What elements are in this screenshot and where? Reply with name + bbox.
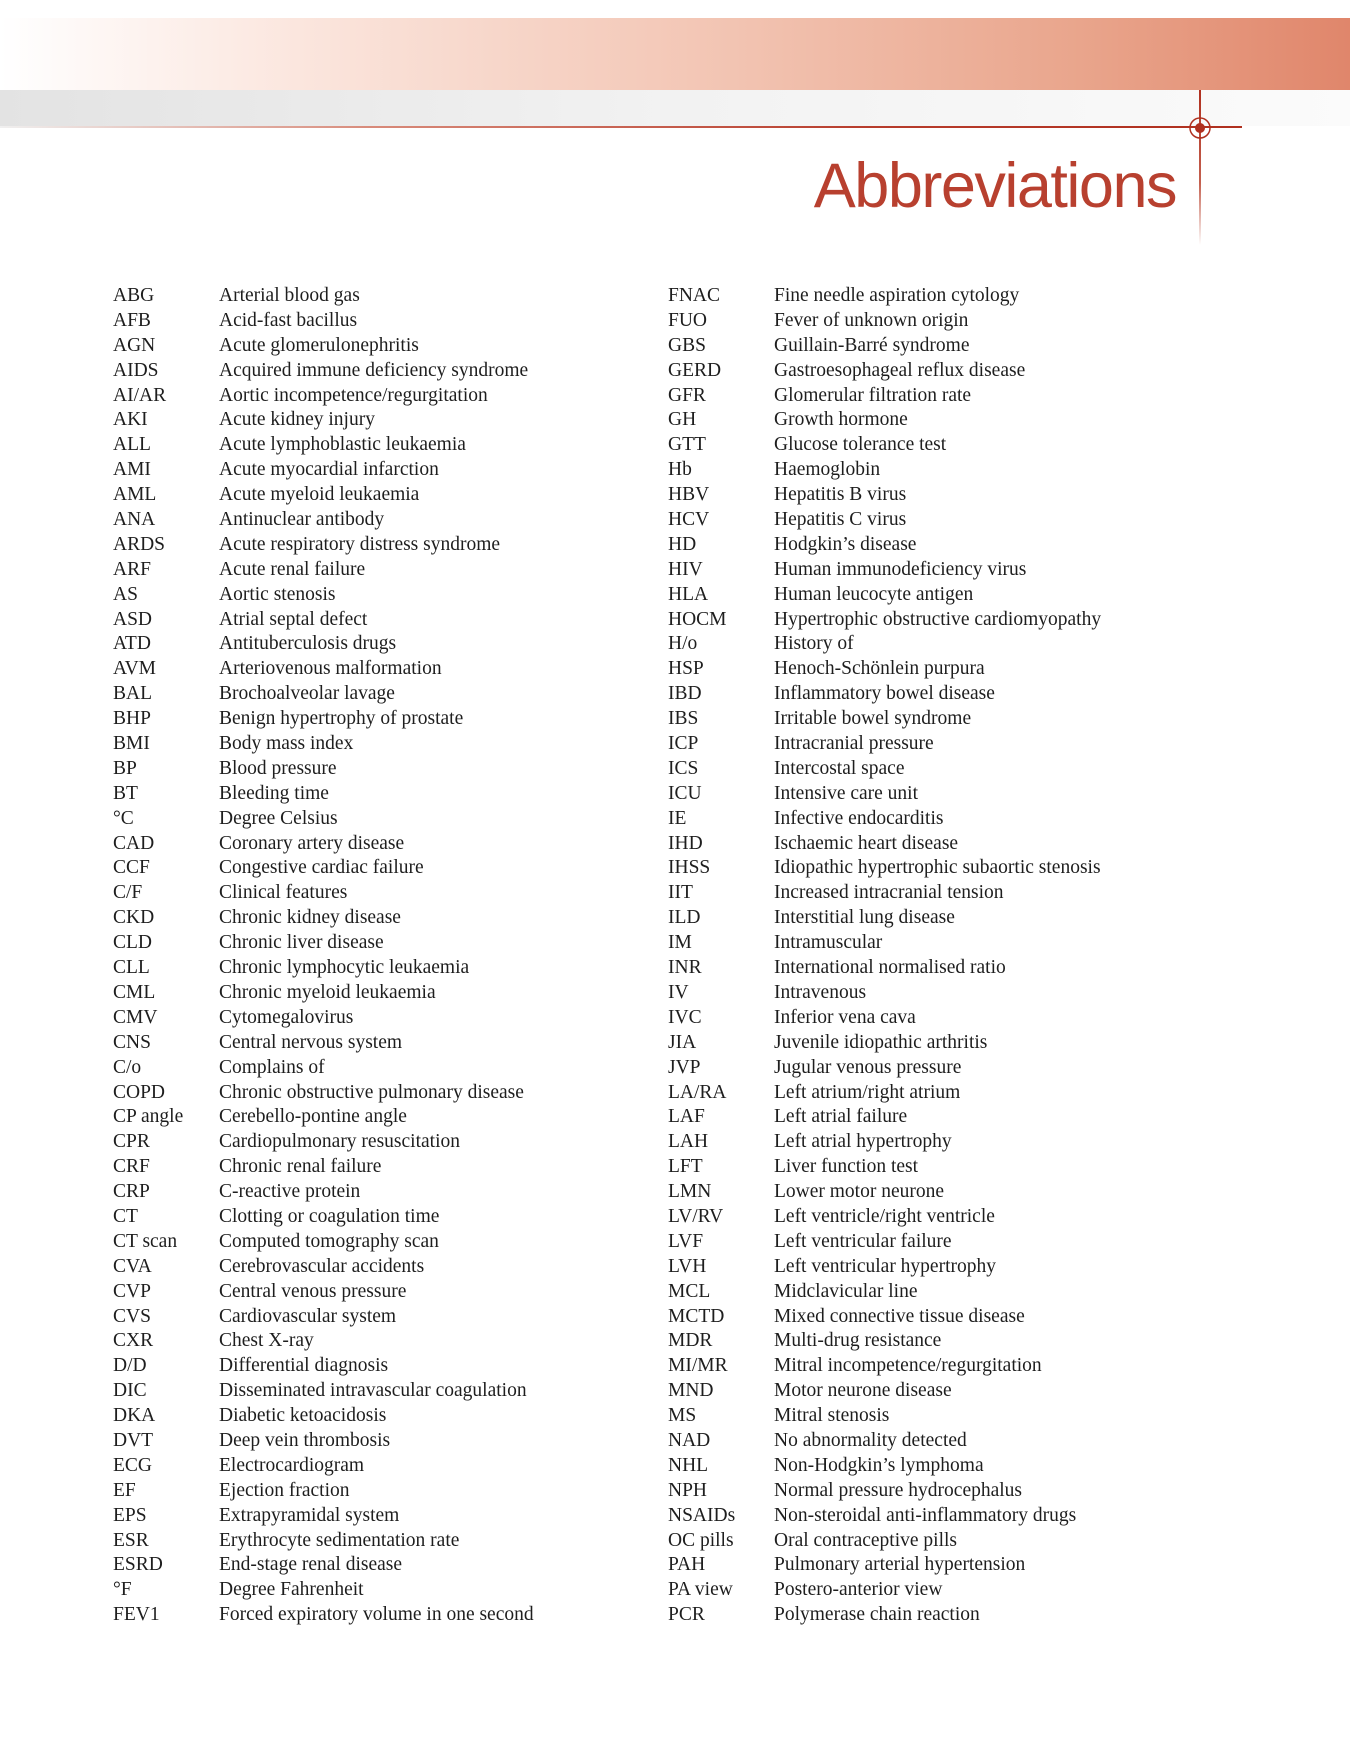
abbreviation-term: BMI (113, 733, 150, 755)
abbreviation-definition: Cytomegalovirus (219, 1006, 354, 1028)
abbreviation-definition: Idiopathic hypertrophic subaortic stenosis (774, 857, 1101, 879)
abbreviation-definition: End-stage renal disease (219, 1554, 403, 1576)
abbreviation-definition: Left ventricle/right ventricle (774, 1205, 995, 1227)
abbreviation-definition: Antituberculosis drugs (219, 633, 397, 655)
abbreviation-term: FNAC (668, 285, 721, 306)
abbreviation-term: BAL (113, 683, 152, 705)
abbreviation-definition: Chest X-ray (219, 1330, 314, 1352)
abbreviation-definition: Blood pressure (219, 757, 337, 779)
abbreviation-definition: Non-steroidal anti-inflammatory drugs (774, 1504, 1077, 1526)
abbreviation-term: ESRD (113, 1554, 163, 1576)
abbreviation-term: CML (113, 981, 156, 1003)
abbreviation-term: FUO (668, 309, 708, 331)
abbreviation-definition: Electrocardiogram (219, 1454, 365, 1476)
abbreviation-definition: Motor neurone disease (774, 1380, 952, 1402)
abbreviation-term: EF (113, 1479, 136, 1501)
abbreviation-term: D/D (113, 1355, 147, 1377)
abbreviation-definition: Congestive cardiac failure (219, 857, 424, 879)
abbreviation-term: LAH (668, 1131, 709, 1153)
abbreviation-term: AIDS (113, 359, 159, 381)
abbreviation-term: CVS (113, 1305, 151, 1327)
abbreviation-term: ESR (113, 1529, 149, 1551)
abbreviation-definition: Fine needle aspiration cytology (774, 285, 1020, 306)
abbreviation-term: C/F (113, 882, 143, 904)
abbreviation-definition: Hepatitis B virus (774, 484, 907, 506)
abbreviation-definition: Acute myocardial infarction (219, 459, 439, 481)
abbreviation-term: ARDS (113, 533, 166, 555)
abbreviation-term: LAF (668, 1106, 705, 1128)
abbreviation-definition: Intramuscular (774, 932, 883, 954)
abbreviation-definition: Infective endocarditis (774, 807, 944, 829)
abbreviation-term: ICS (668, 757, 699, 779)
abbreviation-definition: Acute myeloid leukaemia (219, 484, 420, 506)
abbreviation-term: ASD (113, 608, 153, 630)
abbreviation-term: °F (113, 1579, 132, 1601)
abbreviation-definition: Left ventricular hypertrophy (774, 1255, 996, 1277)
abbreviation-term: LMN (668, 1181, 712, 1203)
abbreviation-term: ICP (668, 733, 699, 755)
abbreviation-definition: Central venous pressure (219, 1280, 407, 1302)
abbreviation-definition: Aortic incompetence/regurgitation (219, 384, 488, 406)
abbreviation-definition: Mitral stenosis (774, 1405, 890, 1427)
abbreviation-definition: Clotting or coagulation time (219, 1205, 440, 1227)
abbreviation-term: NHL (668, 1454, 709, 1476)
abbreviation-definition: Acute kidney injury (219, 409, 375, 431)
abbreviation-definition: Interstitial lung disease (774, 907, 955, 929)
abbreviation-term: LVH (668, 1255, 707, 1277)
abbreviation-definition: Irritable bowel syndrome (774, 708, 972, 730)
abbreviation-term: CT scan (113, 1230, 178, 1252)
abbreviation-term: INR (668, 957, 702, 979)
abbreviation-definition: Forced expiratory volume in one second (219, 1604, 534, 1626)
abbreviation-definition: International normalised ratio (774, 957, 1006, 979)
abbreviation-term: GBS (668, 334, 706, 356)
abbreviation-term: H/o (668, 633, 698, 655)
abbreviation-term: CLD (113, 932, 152, 954)
abbreviation-definition: Clinical features (219, 882, 348, 904)
abbreviation-term: ICU (668, 782, 702, 804)
abbreviation-term: MDR (668, 1330, 713, 1352)
abbreviation-term: IE (668, 807, 687, 829)
abbreviation-term: Hb (668, 459, 692, 481)
abbreviation-term: AI/AR (113, 384, 167, 406)
abbreviation-term: CXR (113, 1330, 154, 1352)
abbreviation-term: CNS (113, 1031, 151, 1053)
abbreviation-definition: Chronic obstructive pulmonary disease (219, 1081, 524, 1103)
abbreviation-definition: Cerebrovascular accidents (219, 1255, 425, 1277)
abbreviation-term: HBV (668, 484, 710, 506)
abbreviation-definition: Chronic renal failure (219, 1156, 382, 1178)
abbreviation-term: ILD (668, 907, 701, 929)
abbreviation-term: HOCM (668, 608, 727, 630)
abbreviation-term: AS (113, 583, 138, 605)
abbreviation-definition: Jugular venous pressure (774, 1056, 962, 1078)
abbreviation-term: JVP (668, 1056, 701, 1078)
abbreviation-term: BT (113, 782, 138, 804)
abbreviation-definition: C-reactive protein (219, 1181, 361, 1203)
abbreviation-definition: Juvenile idiopathic arthritis (774, 1031, 988, 1053)
abbreviation-term: IIT (668, 882, 693, 904)
abbreviation-term: NSAIDs (668, 1504, 736, 1526)
page-title: Abbreviations (813, 151, 1176, 221)
abbreviation-term: AFB (113, 309, 151, 331)
abbreviation-term: HD (668, 533, 697, 555)
abbreviation-term: CPR (113, 1131, 150, 1153)
abbreviation-term: CRP (113, 1181, 150, 1203)
abbreviation-definition: Chronic kidney disease (219, 907, 401, 929)
abbreviation-definition: Cardiopulmonary resuscitation (219, 1131, 460, 1153)
abbreviation-term: DKA (113, 1405, 156, 1427)
abbreviation-term: IHD (668, 832, 703, 854)
abbreviation-definition: Body mass index (219, 733, 354, 755)
abbreviation-definition: Human leucocyte antigen (774, 583, 974, 605)
crosshair-icon (1184, 112, 1216, 144)
abbreviation-term: CKD (113, 907, 155, 929)
abbreviation-definition: Inflammatory bowel disease (774, 683, 995, 705)
abbreviation-definition: Deep vein thrombosis (219, 1429, 391, 1451)
abbreviation-term: CRF (113, 1156, 150, 1178)
abbreviation-term: CLL (113, 957, 150, 979)
abbreviation-definition: Mitral incompetence/regurgitation (774, 1355, 1042, 1377)
abbreviation-definition: Normal pressure hydrocephalus (774, 1479, 1023, 1501)
abbreviation-definition: Polymerase chain reaction (774, 1604, 980, 1626)
abbreviation-term: AKI (113, 409, 148, 431)
abbreviation-definition: Coronary artery disease (219, 832, 405, 854)
abbreviation-definition: Antinuclear antibody (219, 509, 385, 531)
abbreviation-definition: Glucose tolerance test (774, 434, 947, 456)
abbreviation-definition: Glomerular filtration rate (774, 384, 972, 406)
abbreviation-term: ABG (113, 285, 155, 306)
abbreviation-term: NPH (668, 1479, 708, 1501)
abbreviation-definition: Acute lymphoblastic leukaemia (219, 434, 466, 456)
abbreviation-term: BP (113, 757, 137, 779)
abbreviation-definition: Haemoglobin (774, 459, 881, 481)
abbreviation-definition: Non-Hodgkin’s lymphoma (774, 1454, 984, 1476)
abbreviation-term: ATD (113, 633, 151, 655)
abbreviation-definition: Disseminated intravascular coagulation (219, 1380, 527, 1402)
abbreviation-definition: Central nervous system (219, 1031, 403, 1053)
abbreviation-term: EPS (113, 1504, 147, 1526)
abbreviation-term: HCV (668, 509, 710, 531)
abbreviation-definition: Complains of (219, 1056, 325, 1078)
abbreviation-term: HLA (668, 583, 709, 605)
abbreviation-definition: Computed tomography scan (219, 1230, 439, 1252)
abbreviation-definition: Cerebello-pontine angle (219, 1106, 407, 1128)
abbreviation-definition: Chronic myeloid leukaemia (219, 981, 436, 1003)
abbreviation-term: ALL (113, 434, 151, 456)
abbreviation-term: CCF (113, 857, 150, 879)
abbreviation-term: PCR (668, 1604, 705, 1626)
abbreviation-definition: Oral contraceptive pills (774, 1529, 958, 1551)
abbreviation-term: HSP (668, 658, 704, 680)
header-grey-band (0, 90, 1350, 126)
abbreviation-definition: Left atrial hypertrophy (774, 1131, 952, 1153)
abbreviation-term: MND (668, 1380, 714, 1402)
abbreviation-definition: Fever of unknown origin (774, 309, 969, 331)
abbreviation-term: ARF (113, 558, 151, 580)
abbreviation-term: GFR (668, 384, 706, 406)
abbreviation-term: PA view (668, 1579, 733, 1601)
abbreviation-definition: Arteriovenous malformation (219, 658, 442, 680)
abbreviation-definition: Increased intracranial tension (774, 882, 1004, 904)
abbreviation-term: PAH (668, 1554, 706, 1576)
abbreviation-term: AVM (113, 658, 156, 680)
abbreviation-definition: Acid-fast bacillus (219, 309, 358, 331)
abbreviation-definition: Degree Celsius (219, 807, 338, 829)
abbreviation-definition: Differential diagnosis (219, 1355, 389, 1377)
abbreviation-definition: Human immunodeficiency virus (774, 558, 1027, 580)
abbreviation-term: COPD (113, 1081, 166, 1103)
abbreviation-definition: Erythrocyte sedimentation rate (219, 1529, 460, 1551)
abbreviation-definition: Pulmonary arterial hypertension (774, 1554, 1026, 1576)
abbreviation-definition: Diabetic ketoacidosis (219, 1405, 387, 1427)
abbreviation-term: JIA (668, 1031, 697, 1053)
abbreviation-definition: Lower motor neurone (774, 1181, 945, 1203)
abbreviation-definition: Aortic stenosis (219, 583, 336, 605)
abbreviation-term: LA/RA (668, 1081, 727, 1103)
abbreviation-definition: Liver function test (774, 1156, 919, 1178)
abbreviation-term: MI/MR (668, 1355, 728, 1377)
abbreviation-term: AMI (113, 459, 151, 481)
abbreviation-term: CVA (113, 1255, 152, 1277)
abbreviation-definition: History of (774, 633, 854, 655)
abbreviation-definition: Arterial blood gas (219, 285, 360, 306)
abbreviation-definition: No abnormality detected (774, 1429, 967, 1451)
abbreviation-definition: Left atrial failure (774, 1106, 908, 1128)
abbreviation-term: CMV (113, 1006, 158, 1028)
abbreviation-definition: Multi-drug resistance (774, 1330, 942, 1352)
abbreviation-term: CAD (113, 832, 155, 854)
abbreviation-definition: Bleeding time (219, 782, 329, 804)
abbreviation-definition: Gastroesophageal reflux disease (774, 359, 1026, 381)
abbreviation-definition: Ejection fraction (219, 1479, 350, 1501)
abbreviation-term: CP angle (113, 1106, 184, 1128)
abbreviation-definition: Left atrium/right atrium (774, 1081, 961, 1103)
abbreviation-definition: Intravenous (774, 981, 867, 1003)
abbreviation-definition: Ischaemic heart disease (774, 832, 959, 854)
abbreviation-term: BHP (113, 708, 151, 730)
header-rule-line (0, 126, 1242, 128)
abbreviation-term: CVP (113, 1280, 151, 1302)
abbreviation-term: FEV1 (113, 1604, 160, 1626)
abbreviation-term: LV/RV (668, 1205, 724, 1227)
abbreviation-term: MS (668, 1405, 697, 1427)
abbreviation-term: MCTD (668, 1305, 725, 1327)
abbreviation-definition: Degree Fahrenheit (219, 1579, 364, 1601)
abbreviation-term: MCL (668, 1280, 711, 1302)
abbreviation-definition: Extrapyramidal system (219, 1504, 400, 1526)
abbreviation-definition: Henoch-Schönlein purpura (774, 658, 985, 680)
abbreviation-definition: Acute renal failure (219, 558, 366, 580)
abbreviation-definition: Cardiovascular system (219, 1305, 397, 1327)
abbreviation-definition: Chronic liver disease (219, 932, 384, 954)
abbreviation-term: CT (113, 1205, 138, 1227)
abbreviation-term: LVF (668, 1230, 704, 1252)
abbreviation-term: AGN (113, 334, 156, 356)
abbreviation-term: ANA (113, 509, 156, 531)
abbreviation-definition: Acute glomerulonephritis (219, 334, 419, 356)
abbreviation-term: GTT (668, 434, 706, 456)
abbreviation-definition: Intercostal space (774, 757, 905, 779)
abbreviation-term: NAD (668, 1429, 711, 1451)
abbreviation-definition: Left ventricular failure (774, 1230, 952, 1252)
abbreviation-term: ECG (113, 1454, 152, 1476)
abbreviation-definition: Hepatitis C virus (774, 509, 907, 531)
abbreviation-definition: Inferior vena cava (774, 1006, 916, 1028)
abbreviation-definition: Postero-anterior view (774, 1579, 943, 1601)
abbreviation-definition: Guillain-Barré syndrome (774, 334, 970, 356)
abbreviation-definition: Growth hormone (774, 409, 908, 431)
abbreviation-term: IVC (668, 1006, 702, 1028)
abbreviation-definition: Acute respiratory distress syndrome (219, 533, 501, 555)
abbreviation-term: DVT (113, 1429, 154, 1451)
abbreviation-definition: Mixed connective tissue disease (774, 1305, 1025, 1327)
abbreviation-term: AML (113, 484, 157, 506)
abbreviation-definition: Intensive care unit (774, 782, 919, 804)
abbreviation-term: C/o (113, 1056, 142, 1078)
header-gradient-band (0, 18, 1350, 90)
abbreviation-definition: Intracranial pressure (774, 733, 934, 755)
abbreviation-term: IBD (668, 683, 702, 705)
abbreviation-definition: Midclavicular line (774, 1280, 918, 1302)
abbreviation-definition: Hodgkin’s disease (774, 533, 917, 555)
abbreviation-definition: Acquired immune deficiency syndrome (219, 359, 529, 381)
abbreviation-term: IBS (668, 708, 699, 730)
abbreviation-term: HIV (668, 558, 703, 580)
abbreviation-definition: Atrial septal defect (219, 608, 368, 630)
abbreviation-definition: Brochoalveolar lavage (219, 683, 395, 705)
abbreviation-term: IHSS (668, 857, 711, 879)
abbreviation-term: IM (668, 932, 692, 954)
abbreviation-term: OC pills (668, 1529, 734, 1551)
abbreviation-term: DIC (113, 1380, 147, 1402)
abbreviation-term: °C (113, 807, 134, 829)
abbreviation-definition: Benign hypertrophy of prostate (219, 708, 464, 730)
abbreviation-term: GH (668, 409, 697, 431)
abbreviation-term: LFT (668, 1156, 703, 1178)
abbreviation-definition: Hypertrophic obstructive cardiomyopathy (774, 608, 1102, 630)
abbreviation-term: IV (668, 981, 689, 1003)
abbreviation-definition: Chronic lymphocytic leukaemia (219, 957, 470, 979)
abbreviation-term: GERD (668, 359, 722, 381)
